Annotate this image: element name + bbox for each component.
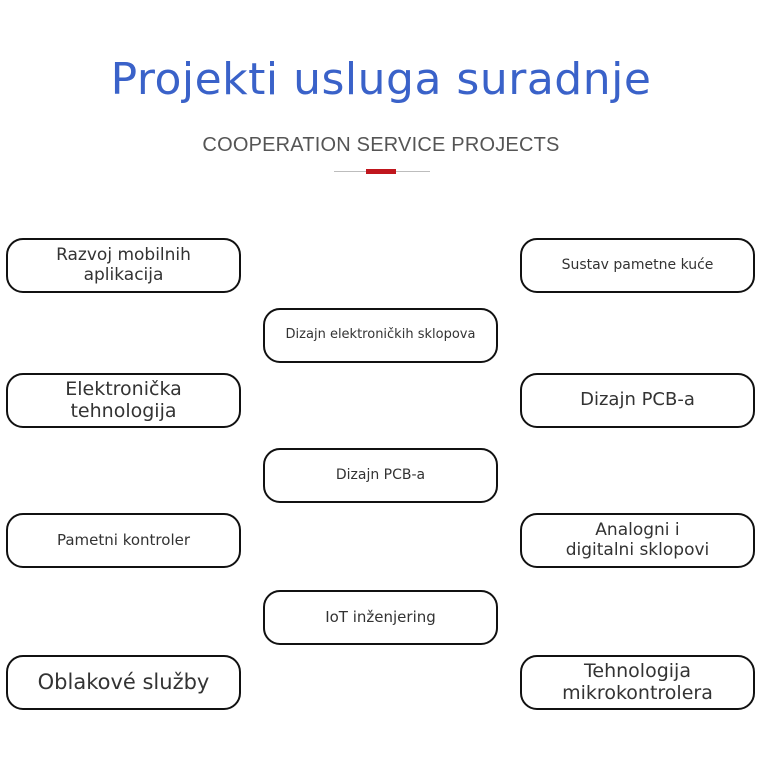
page-subtitle: COOPERATION SERVICE PROJECTS	[202, 134, 560, 156]
service-pill-mobile-apps[interactable]	[6, 238, 241, 293]
title-divider-accent	[366, 169, 396, 174]
service-pill-cloud-services[interactable]	[6, 655, 241, 710]
service-pill-label: Tehnologija mikrokontrolera	[562, 660, 713, 704]
service-pill-circuit-design[interactable]	[263, 308, 498, 363]
service-pill-smart-home[interactable]	[520, 238, 755, 293]
service-pill-label: Analogni i digitalni sklopovi	[565, 520, 710, 560]
service-pill-label: Dizajn PCB-a	[335, 466, 426, 483]
service-pill-label: Oblakové služby	[37, 669, 210, 694]
service-pill-label: Razvoj mobilnih aplikacija	[56, 245, 191, 285]
service-pill-microcontroller[interactable]	[520, 655, 755, 710]
service-pill-label: Pametni kontroler	[56, 531, 191, 550]
service-pill-label: Elektronička tehnologija	[65, 378, 182, 422]
page-title: Projekti usluga suradnje	[110, 54, 652, 105]
service-pill-electronic-technology[interactable]	[6, 373, 241, 428]
service-pill-label: Sustav pametne kuće	[561, 256, 714, 273]
service-pill-iot-engineering[interactable]	[263, 590, 498, 645]
service-pill-analog-digital[interactable]	[520, 513, 755, 568]
service-pill-label: Dizajn PCB-a	[580, 389, 695, 411]
service-pill-label: IoT inženjering	[325, 608, 436, 627]
service-pill-smart-controller[interactable]	[6, 513, 241, 568]
service-pill-pcb-design-middle[interactable]	[263, 448, 498, 503]
service-pill-label: Dizajn elektroničkih sklopova	[285, 327, 476, 343]
service-pill-pcb-design-right[interactable]	[520, 373, 755, 428]
